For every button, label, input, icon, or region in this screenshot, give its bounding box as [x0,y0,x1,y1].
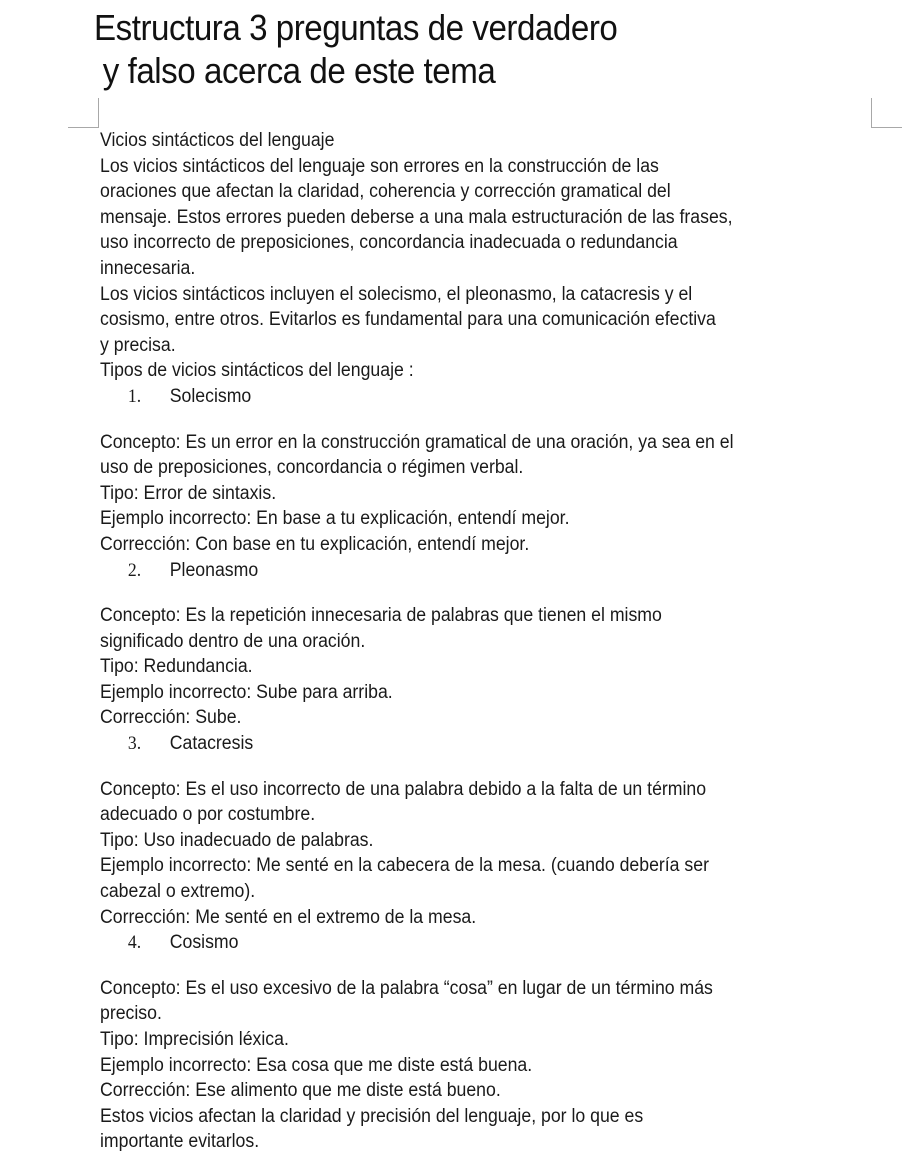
page-margin-corner-left [98,98,99,128]
text-line: Ejemplo incorrecto: Esa cosa que me diste está buena. [100,1054,533,1076]
text-line: Concepto: Es la repetición innecesaria de palabras que tienen el mismo [100,605,662,627]
list-item-name: Cosismo [169,932,239,954]
text-line: Ejemplo incorrecto: Me senté en la cabecera de la mesa. (cuando debería ser [100,855,709,877]
item-description-catacresis [100,777,880,931]
text-line: oraciones que afectan la claridad, coherencia y corrección gramatical del [100,181,671,203]
list-item-name: Solecismo [169,385,252,407]
text-line: Concepto: Es un error en la construcción gramatical de una oración, ya sea en el [100,431,734,453]
text-line: Concepto: Es el uso incorrecto de una palabra debido a la falta de un término [100,778,707,800]
text-line: cabezal o extremo). [100,881,256,903]
item-description-cosismo [100,976,880,1104]
list-number: 4. [127,932,142,954]
item-description-solecismo [100,430,880,558]
text-line: Tipo: Error de sintaxis. [100,482,277,504]
list-number: 3. [127,733,142,755]
list-item-solecismo [100,384,825,410]
text-line: significado dentro de una oración. [100,630,366,652]
text-line: Ejemplo incorrecto: Sube para arriba. [100,681,393,703]
text-line: Ejemplo incorrecto: En base a tu explicación, entendí mejor. [100,508,570,530]
types-heading: Tipos de vicios sintácticos del lenguaje : [100,360,414,382]
text-line: preciso. [100,1003,162,1025]
page-margin-corner-left-h [68,127,99,128]
text-line: Tipo: Uso inadecuado de palabras. [100,829,374,851]
text-line: Tipo: Imprecisión léxica. [100,1029,289,1050]
text-line: Los vicios sintácticos incluyen el solecismo, el pleonasmo, la catacresis y el [100,283,693,305]
page-margin-corner-right [871,98,872,128]
item-description-pleonasmo [100,603,880,731]
text-line: Corrección: Sube. [100,707,242,729]
text-line: Los vicios sintácticos del lenguaje son errores en la construcción de las [100,155,659,177]
text-line: Tipo: Redundancia. [100,656,253,678]
text-line: y precisa. [100,334,176,356]
list-item-pleonasmo [100,558,825,584]
text-line: innecesaria. [100,257,196,279]
title-line-1: Estructura 3 preguntas de verdadero [94,7,618,48]
list-item-name: Catacresis [169,733,254,755]
list-item-cosismo [100,930,825,956]
document-heading: Vicios sintácticos del lenguaje [100,130,335,151]
list-number: 2. [127,559,142,581]
conclusion-paragraph [100,1104,880,1155]
text-line: mensaje. Estos errores pueden deberse a una mala estructuración de las frases, [100,206,733,228]
text-line: Corrección: Me senté en el extremo de la mesa. [100,906,477,928]
title-line-2: y falso acerca de este tema [94,50,496,91]
text-line: cosismo, entre otros. Evitarlos es fundamental para una comunicación efectiva [100,309,716,331]
text-line: Corrección: Con base en tu explicación, entendí mejor. [100,533,530,555]
text-line: uso de preposiciones, concordancia o régimen verbal. [100,457,524,479]
prompt-title [94,6,617,92]
list-number: 1. [127,385,142,407]
text-line: adecuado o por costumbre. [100,804,316,826]
text-line: Estos vicios afectan la claridad y precisión del lenguaje, por lo que es [100,1105,644,1127]
document-body [100,128,880,1155]
list-item-catacresis [100,731,825,757]
list-item-name: Pleonasmo [169,559,259,581]
text-line: uso incorrecto de preposiciones, concordancia inadecuada o redundancia [100,232,678,254]
text-line: importante evitarlos. [100,1131,260,1153]
intro-paragraph [100,154,880,282]
text-line: Corrección: Ese alimento que me diste está bueno. [100,1080,501,1102]
intro-paragraph-2 [100,282,880,359]
text-line: Concepto: Es el uso excesivo de la palabra “cosa” en lugar de un término más [100,977,713,999]
